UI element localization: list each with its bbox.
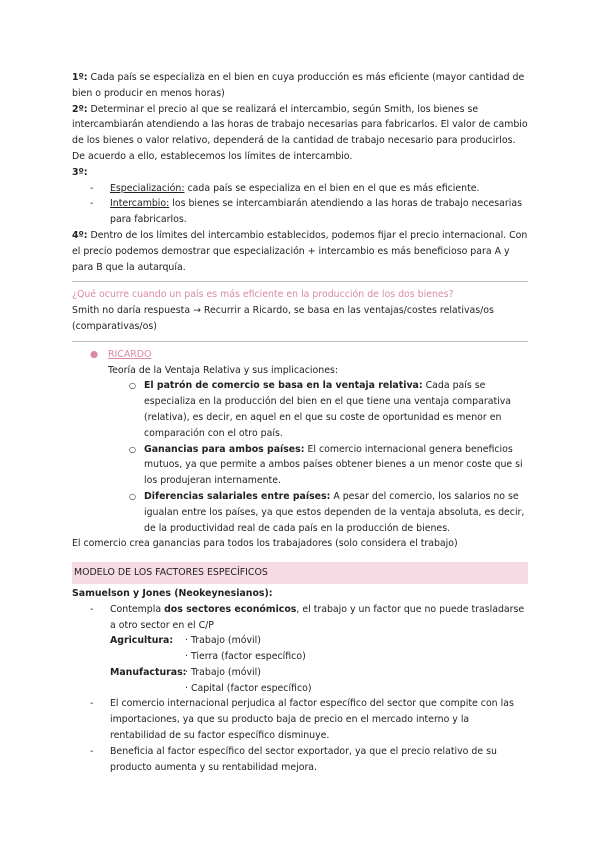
agricultura-row-2 [72, 649, 528, 665]
step-3-label: 3º: [72, 166, 88, 178]
patron-text: Cada país se especializa en la producción del bien en el que tiene una ventaja comparativa (relativa), es decir, en aquel en el que su coste de oportunidad es menor en comparación con el otro país. [144, 380, 512, 439]
ricardo-point-patron [72, 378, 528, 441]
especializacion-term: Especialización: [110, 182, 185, 194]
ganancias-label: Ganancias para ambos países: [144, 443, 305, 455]
dash-item-perjudica: - El comercio internacional perjudica al factor específico del sector que compite con las importaciones, ya que su producto baja de precio en el mercado interno y la rentabilidad de su factor específico disminuye. [72, 696, 528, 743]
step-4-label: 4º: [72, 229, 88, 241]
ricardo-point-ganancias [72, 442, 528, 489]
paragraph-step-2 [72, 102, 528, 165]
dash-item-sectores [72, 602, 528, 634]
agricultura-label: Agricultura: [110, 635, 174, 647]
salarios-text: A pesar del comercio, los salarios no se igualan entre los países, ya que estos dependen de la ventaja absoluta, es decir, de la productividad real de cada país en la producción de bienes. [144, 490, 525, 534]
sectores-post: , el trabajo y un factor que no puede trasladarse a otro sector en el C/P [110, 603, 525, 631]
manufacturas-capital: · Capital (factor específico) [185, 682, 312, 694]
dash-item-beneficia: - Beneficia al factor específico del sector exportador, ya que el precio relativo de su producto aumenta y su rentabilidad mejora. [72, 744, 528, 776]
step-2-label: 2º: [72, 103, 88, 115]
agricultura-tierra: · Tierra (factor específico) [185, 651, 306, 663]
agricultura-row [72, 633, 528, 649]
factores-subtitle-text: Samuelson y Jones (Neokeynesianos): [72, 587, 273, 599]
step-4-text: Dentro de los límites del intercambio establecidos, podemos fijar el precio internacional. Con el precio podemos demostrar que especialización + intercambio es más beneficioso para A y para B que la autarquía. [72, 229, 528, 273]
agricultura-trabajo: · Trabajo (móvil) [185, 635, 261, 647]
question-heading: ¿Qué ocurre cuando un país es más eficiente en la producción de los dos bienes? [72, 289, 454, 301]
ricardo-heading [72, 347, 528, 363]
document-content [72, 70, 528, 775]
answer-text: Smith no daría respuesta → Recurrir a Ricardo, se basa en las ventajas/costes relativas/os (comparativas/os) [72, 305, 494, 332]
step-1-label: 1º: [72, 72, 88, 83]
intercambio-term: Intercambio: [110, 198, 170, 210]
step-1-text: Cada país se especializa en el bien en cuya producción es más eficiente (mayor cantidad de bien o producir en menos horas) [72, 72, 525, 99]
salarios-label: Diferencias salariales entre países: [144, 490, 331, 502]
ricardo-closing: El comercio crea ganancias para todos los trabajadores (solo considera el trabajo) [72, 538, 458, 550]
step-2-text: Determinar el precio al que se realizará el intercambio, según Smith, los bienes se intercambiarán atendiendo a las horas de trabajo necesarias para fabricarlos. El valor de cambio de los bienes o valor relativo, dependerá de la cantidad de trabajo necesario para producirlos. De acuerdo a ello, establecemos los límites de intercambio. [72, 103, 528, 162]
paragraph-step-1 [72, 70, 528, 102]
especializacion-text: cada país se especializa en el bien en el que es más eficiente. [184, 182, 480, 194]
dash-item-intercambio [72, 196, 528, 228]
intercambio-text: los bienes se intercambiarán atendiendo a las horas de trabajo necesarias para fabricarlos. [110, 198, 522, 226]
manufacturas-trabajo: · Trabajo (móvil) [185, 666, 261, 678]
paragraph-step-3 [72, 165, 528, 181]
patron-label: El patrón de comercio se basa en la ventaja relativa: [144, 380, 423, 392]
dash-item-especializacion [72, 181, 528, 197]
factores-subtitle [72, 586, 528, 602]
sectores-bold: dos sectores económicos [164, 603, 297, 615]
divider [72, 341, 528, 342]
paragraph-step-4 [72, 228, 528, 275]
bullet-icon: ● [90, 348, 99, 360]
manufacturas-row-2 [72, 681, 528, 697]
ricardo-intro: Teoría de la Ventaja Relativa y sus implicaciones: [108, 364, 339, 376]
manufacturas-label: Manufacturas: [110, 666, 187, 678]
ricardo-title: RICARDO [108, 348, 152, 360]
ricardo-point-salarios [72, 489, 528, 536]
divider [72, 281, 528, 282]
section-banner: MODELO DE LOS FACTORES ESPECÍFICOS [72, 562, 528, 584]
manufacturas-row [72, 665, 528, 681]
ganancias-text: El comercio internacional genera beneficios mutuos, ya que permite a ambos países obtener bienes a un menor coste que si los produjeran internamente. [144, 443, 523, 487]
sectores-pre: Contempla [110, 603, 165, 615]
